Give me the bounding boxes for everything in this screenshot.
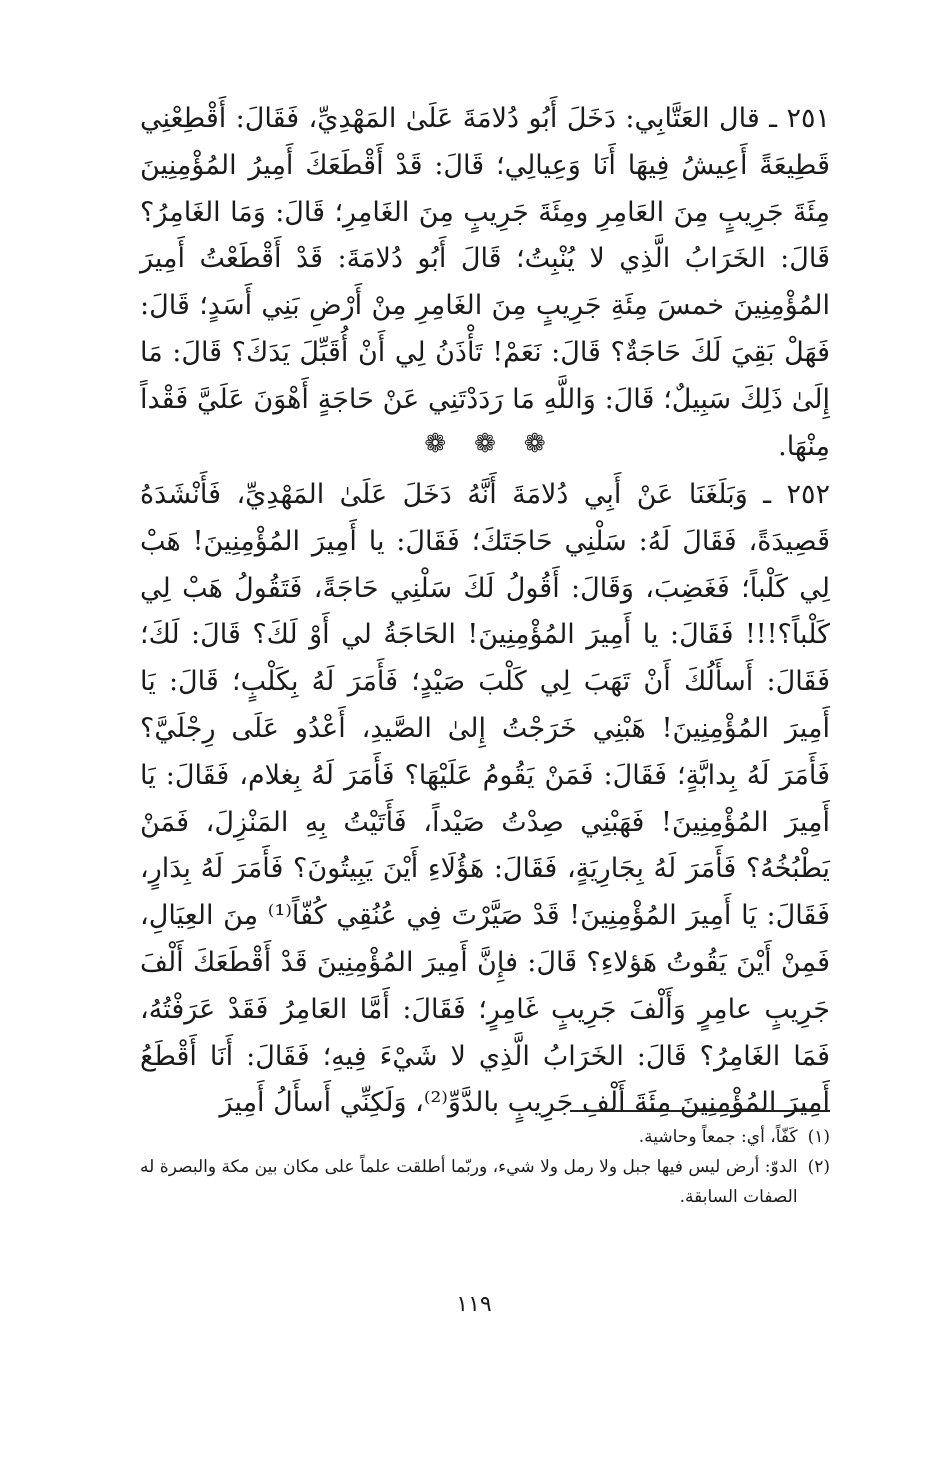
footnote-divider [570, 1110, 830, 1112]
paragraph-251 [140, 96, 830, 470]
footnote-2 [140, 1152, 830, 1212]
paragraph-text: ٢٥٢ ـ وَبَلَغَنَا عَنْ أَبِي دُلامَةَ أَنَّهُ دَخَلَ عَلَىٰ المَهْدِيِّ، فَأَنْشَدَهُ قَصِيدَةً، فَقَالَ لَهُ: سَلْنِي حَاجَتَكَ؛ فَقَالَ: يا أَمِيرَ المُؤْمِنِينَ! هَبْ لِي كَلْباً؛ فَغَضِبَ، وَقَالَ: أَقُولُ لَكَ سَلْنِي حَاجَةً، فَتَقُولُ هَبْ لِي كَلْباً؟!!! فَقَالَ: يا أَمِيرَ المُؤْمِنِينَ! الحَاجَةُ لي أَوْ لَكَ؟ قَالَ: لَكَ؛ فَقَالَ: أَسأَلُكَ أَنْ تَهَبَ لِي كَلْبَ صَيْدٍ؛ فَأَمَرَ لَهُ بِكَلْبٍ؛ قَالَ: يَا أَمِيرَ المُؤْمِنِينَ! هَبْنِي خَرَجْتُ إِلىٰ الصَّيدِ، أَعْدُو عَلَى رِجْلَيَّ؟ فَأَمَرَ لَهُ بِدابَّةٍ؛ فَقَالَ: فَمَنْ يَقُومُ عَلَيْهَا؟ فَأَمَرَ لَهُ بِغلام، فَقَالَ: يَا أَمِيرَ المُؤْمِنِينَ! فَهَبْنِي صِدْتُ صَيْداً، فَأَتَيْتُ بِهِ المَنْزِلَ، فَمَنْ يَطْبُخُهُ؟ فَأَمَرَ لَهُ بِجَارِيَةٍ، فَقَالَ: هَؤُلَاءِ أَيْنَ يَبِيتُونَ؟ فَأَمَرَ لَهُ بِدَارٍ، فَقَالَ: يَا أَمِيرَ المُؤْمِنِينَ! قَدْ صَيَّرْتَ فِي عُنُقِي كُفّاً⁽¹⁾ مِنَ العِيَالِ، فَمِنْ أَيْنَ يَقُوتُ هَؤلاءِ؟ قَالَ: فإِنَّ أَمِيرَ المُؤْمِنِينَ قَدْ أَقْطَعَكَ أَلْفَ جَرِيبٍ عامِرٍ وَأَلْفَ جَرِيبٍ غَامِرٍ؛ فَقَالَ: أَمَّا العَامِرُ فَقَدْ عَرَفْتُهُ، فَمَا الغَامِرُ؟ قَالَ: الخَرَابُ الَّذِي لا شَيْءَ فِيهِ؛ فَقَالَ: أَنَا أَقْطَعُ أَمِيرَ المُؤْمِنِينَ مِئَةَ أَلْفِ جَرِيبٍ بالدَّوِّ⁽²⁾، وَلَكِنِّي أَسأَلُ أَمِيرَ [140, 479, 830, 1119]
flower-ornament-icon: ❁ [474, 429, 496, 459]
flower-ornament-icon: ❁ [523, 429, 546, 459]
footnote-1 [140, 1122, 830, 1152]
flower-ornament-icon: ❁ [424, 429, 447, 459]
paragraph-252 [140, 472, 830, 1127]
page-number: ١١٩ [456, 1292, 492, 1317]
footnotes [140, 1122, 830, 1212]
section-separator [140, 424, 830, 464]
footnote-text: الدوّ: أرض ليس فيها جبل ولا رمل ولا شيء، وربّما أطلقت علماً على مكان بين مكة والبصرة له الصفات السابقة. [140, 1157, 798, 1207]
footnote-number: (١) [807, 1127, 830, 1147]
footnote-text: كَفّاً، أي: جمعاً وحاشية. [638, 1127, 798, 1147]
paragraph-text: ٢٥١ ـ قال العَتَّابِي: دَخَلَ أَبُو دُلامَةَ عَلَىٰ المَهْدِيِّ، فَقَالَ: أَقْطِعْنِي قَطِيعَةً أَعِيشُ فِيهَا أَنَا وَعِيالِي؛ قَالَ: قَدْ أَقْطَعَكَ أَمِيرُ المُؤْمِنِينَ مِئَةَ جَرِيبٍ مِنَ العَامِرِ ومِئَةَ جَرِيبٍ مِنَ الغَامِرِ؛ قَالَ: وَمَا الغَامِرُ؟ قَالَ: الخَرَابُ الَّذِي لا يُنْبِتُ؛ قَالَ أَبُو دُلامَةَ: قَدْ أَقْطَعْتُ أَمِيرَ المُؤْمِنِينَ خمسَ مِئَةِ جَرِيبٍ مِنَ الغَامِرِ مِنْ أَرْضِ بَنِي أَسَدٍ؛ قَالَ: فَهَلْ بَقِيَ لَكَ حَاجَةٌ؟ قَالَ: نَعَمْ! تَأْذَنُ لِي أَنْ أُقَبِّلَ يَدَكَ؟ قَالَ: مَا إِلَىٰ ذَلِكَ سَبِيلٌ؛ قَالَ: وَاللَّهِ مَا رَدَدْتَنِي عَنْ حَاجَةٍ أَهْوَنَ عَلَيَّ فَقْداً مِنْهَا. [140, 103, 830, 462]
footnote-number: (٢) [807, 1157, 830, 1177]
